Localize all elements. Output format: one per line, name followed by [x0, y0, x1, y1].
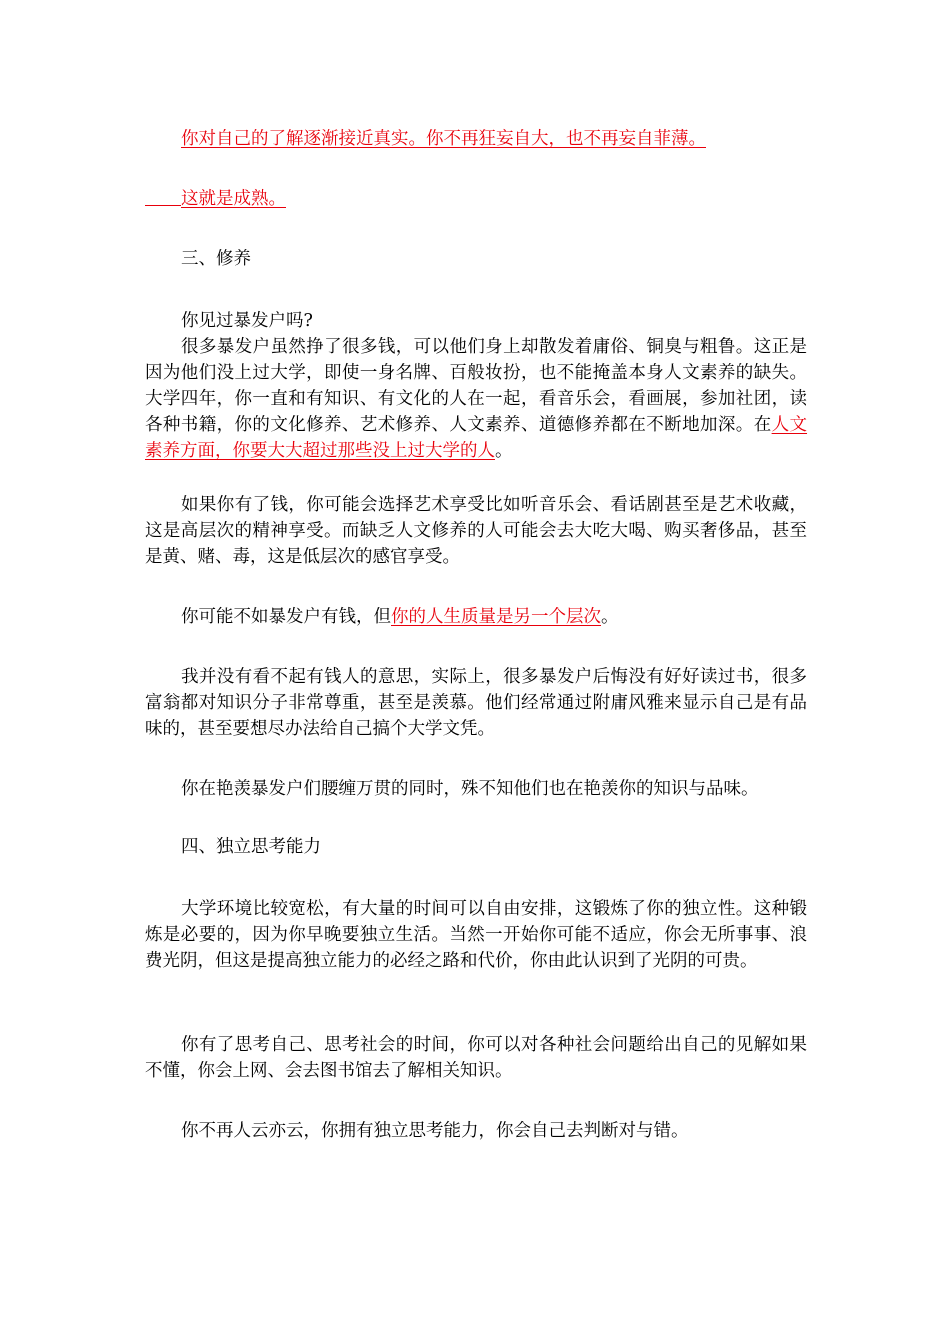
paragraph-text: 你有了思考自己、思考社会的时间，你可以对各种社会问题给出自己的见解如果不懂，你会上网、会去图书馆去了解相关知识。 — [145, 1035, 807, 1081]
paragraph-text: 你见过暴发户吗? — [181, 311, 313, 331]
paragraph-5 — [145, 334, 807, 464]
paragraph-text: 。 — [495, 441, 513, 461]
paragraph-2 — [145, 186, 807, 212]
paragraph-text: 我并没有看不起有钱人的意思，实际上，很多暴发户后悔没有好好读过书，很多富翁都对知识分子非常尊重，甚至是羡慕。他们经常通过附庸风雅来显示自己是有品味的，甚至要想尽办法给自己搞个大学文凭。 — [145, 667, 807, 739]
paragraph-text: 你不再人云亦云，你拥有独立思考能力，你会自己去判断对与错。 — [181, 1121, 689, 1141]
paragraph-6 — [145, 492, 807, 570]
section-heading-text: 三、修养 — [181, 249, 251, 269]
paragraph-text: 很多暴发户虽然挣了很多钱，可以他们身上却散发着庸俗、铜臭与粗鲁。这正是因为他们没上过大学，即使一身名牌、百般妆扮，也不能掩盖本身人文素养的缺失。大学四年，你一直和有知识、有文化的人在一起，看音乐会，看画展，参加社团，读各种书籍，你的文化修养、艺术修养、人文素养、道德修养都在不断地加深。在 — [145, 337, 807, 435]
highlighted-text: 你对自己的了解逐渐接近真实。你不再狂妄自大，也不再妄自菲薄。 — [181, 129, 706, 149]
paragraph-4 — [145, 308, 807, 334]
underline-lead — [145, 187, 181, 206]
section-heading-text: 四、独立思考能力 — [181, 837, 321, 857]
paragraph-text: 。 — [601, 607, 619, 627]
paragraph-text: 你在艳羡暴发户们腰缠万贯的同时，殊不知他们也在艳羡你的知识与品味。 — [181, 779, 759, 799]
highlighted-text: 这就是成熟。 — [181, 189, 286, 209]
paragraph-text: 大学环境比较宽松，有大量的时间可以自由安排，这锻炼了你的独立性。这种锻炼是必要的，因为你早晚要独立生活。当然一开始你可能不适应，你会无所事事、浪费光阴，但这是提高独立能力的必经之路和代价，你由此认识到了光阴的可贵。 — [145, 899, 807, 971]
section-heading-3 — [145, 246, 807, 272]
paragraph-text: 如果你有了钱，你可能会选择艺术享受比如听音乐会、看话剧甚至是艺术收藏，这是高层次的精神享受。而缺乏人文修养的人可能会去大吃大喝、购买奢侈品，甚至是黄、赌、毒，这是低层次的感官享受。 — [145, 495, 807, 567]
highlighted-text: 你的人生质量是另一个层次 — [391, 607, 601, 627]
paragraph-8 — [145, 664, 807, 742]
paragraph-text: 你可能不如暴发户有钱，但 — [181, 607, 391, 627]
paragraph-12 — [145, 1032, 807, 1084]
section-heading-4 — [145, 834, 807, 860]
paragraph-13 — [145, 1118, 807, 1144]
highlighted-text: 人文素养方面，你要大大超过那些没上过大学的人 — [145, 415, 808, 461]
paragraph-9 — [145, 776, 807, 802]
paragraph-11 — [145, 896, 807, 974]
paragraph-7 — [145, 604, 807, 630]
paragraph-1 — [145, 126, 807, 152]
